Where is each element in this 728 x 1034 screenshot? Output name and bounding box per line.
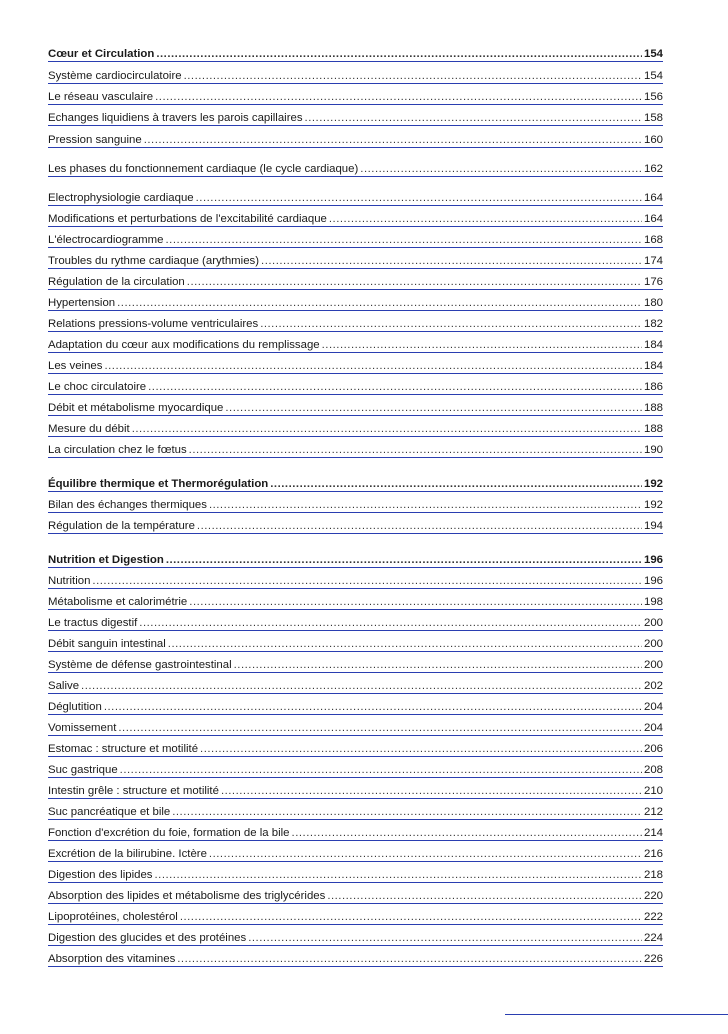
toc-page-number: 190 bbox=[643, 444, 663, 456]
toc-entry[interactable] bbox=[48, 420, 663, 437]
toc-entry-title: Déglutition bbox=[48, 701, 102, 713]
toc-dot-leader bbox=[184, 69, 642, 83]
toc-page-number: 196 bbox=[643, 554, 663, 566]
toc-page-number: 216 bbox=[643, 848, 663, 860]
toc-entry-title: Echanges liquidiens à travers les parois capillaires bbox=[48, 112, 303, 124]
toc-entry[interactable] bbox=[48, 950, 663, 967]
toc-entry-title: Vomissement bbox=[48, 722, 117, 734]
toc-page-number: 226 bbox=[643, 953, 663, 965]
toc-entry[interactable] bbox=[48, 231, 663, 248]
toc-entry[interactable] bbox=[48, 67, 663, 84]
toc-page-number: 192 bbox=[643, 499, 663, 511]
toc-dot-leader bbox=[144, 133, 642, 147]
toc-entry[interactable] bbox=[48, 252, 663, 269]
toc-entry-title: Suc pancréatique et bile bbox=[48, 806, 171, 818]
toc-page-number: 184 bbox=[643, 339, 663, 351]
toc-entry[interactable] bbox=[48, 614, 663, 631]
toc-dot-leader bbox=[148, 380, 642, 394]
toc-page-number: 160 bbox=[643, 134, 663, 146]
toc-page-number: 154 bbox=[643, 48, 663, 60]
toc-entry-title: Les veines bbox=[48, 360, 103, 372]
toc-dot-leader bbox=[180, 910, 642, 924]
toc-entry-title: Absorption des vitamines bbox=[48, 953, 176, 965]
toc-dot-leader bbox=[261, 254, 642, 268]
toc-page-number: 156 bbox=[643, 91, 663, 103]
toc-page-number: 184 bbox=[643, 360, 663, 372]
toc-entry-title: Le tractus digestif bbox=[48, 617, 138, 629]
toc-dot-leader bbox=[132, 422, 642, 436]
toc-entry[interactable] bbox=[48, 131, 663, 148]
toc-dot-leader bbox=[189, 443, 642, 457]
toc-page-number: 174 bbox=[643, 255, 663, 267]
toc-dot-leader bbox=[209, 847, 642, 861]
toc-entry-title: Modifications et perturbations de l'excitabilité cardiaque bbox=[48, 213, 327, 225]
toc-page-number: 220 bbox=[643, 890, 663, 902]
toc-page-number: 200 bbox=[643, 638, 663, 650]
toc-page-number: 204 bbox=[643, 701, 663, 713]
toc-entry-title: Intestin grêle : structure et motilité bbox=[48, 785, 219, 797]
toc-dot-leader bbox=[118, 721, 642, 735]
toc-dot-leader bbox=[104, 700, 642, 714]
toc-entry-title: Débit sanguin intestinal bbox=[48, 638, 166, 650]
toc-entry-title: Système cardiocirculatoire bbox=[48, 70, 182, 82]
toc-dot-leader bbox=[270, 477, 642, 491]
toc-entry[interactable] bbox=[48, 294, 663, 311]
toc-entry[interactable] bbox=[48, 210, 663, 227]
toc-entry[interactable] bbox=[48, 719, 663, 736]
toc-dot-leader bbox=[104, 359, 642, 373]
toc-page-number: 196 bbox=[643, 575, 663, 587]
toc-entry-title: Troubles du rythme cardiaque (arythmies) bbox=[48, 255, 260, 267]
toc-entry[interactable] bbox=[48, 782, 663, 799]
toc-section-entry[interactable] bbox=[48, 45, 663, 62]
toc-entry[interactable] bbox=[48, 357, 663, 374]
toc-dot-leader bbox=[225, 401, 642, 415]
toc-entry[interactable] bbox=[48, 698, 663, 715]
toc-dot-leader bbox=[166, 553, 642, 567]
toc-dot-leader bbox=[189, 595, 642, 609]
toc-entry[interactable] bbox=[48, 803, 663, 820]
toc-entry[interactable] bbox=[48, 824, 663, 841]
toc-entry-title: Le réseau vasculaire bbox=[48, 91, 154, 103]
toc-page-number: 224 bbox=[643, 932, 663, 944]
toc-page-number: 176 bbox=[643, 276, 663, 288]
toc-entry[interactable] bbox=[48, 887, 663, 904]
toc-page-number: 214 bbox=[643, 827, 663, 839]
toc-entry-title: Les phases du fonctionnement cardiaque (le cycle cardiaque) bbox=[48, 163, 359, 175]
toc-entry-title: Lipoprotéines, cholestérol bbox=[48, 911, 178, 923]
toc-entry-title: Cœur et Circulation bbox=[48, 48, 155, 60]
toc-page-number: 158 bbox=[643, 112, 663, 124]
toc-page-number: 204 bbox=[643, 722, 663, 734]
toc-entry[interactable] bbox=[48, 88, 663, 105]
toc-entry-title: Débit et métabolisme myocardique bbox=[48, 402, 224, 414]
toc-dot-leader bbox=[154, 868, 642, 882]
toc-dot-leader bbox=[117, 296, 642, 310]
toc-entry-title: L'électrocardiogramme bbox=[48, 234, 164, 246]
toc-entry-title: Régulation de la circulation bbox=[48, 276, 185, 288]
toc-entry-title: Estomac : structure et motilité bbox=[48, 743, 199, 755]
toc-page-number: 188 bbox=[643, 402, 663, 414]
toc-page-number: 192 bbox=[643, 478, 663, 490]
toc-page-number: 212 bbox=[643, 806, 663, 818]
toc-page-number: 164 bbox=[643, 213, 663, 225]
toc-dot-leader bbox=[196, 191, 642, 205]
toc-page-number: 154 bbox=[643, 70, 663, 82]
toc-entry-title: Métabolisme et calorimétrie bbox=[48, 596, 188, 608]
toc-dot-leader bbox=[322, 338, 642, 352]
toc-page-number: 164 bbox=[643, 192, 663, 204]
toc-entry[interactable] bbox=[48, 845, 663, 862]
toc-entry-title: Digestion des lipides bbox=[48, 869, 153, 881]
toc-entry[interactable] bbox=[48, 517, 663, 534]
toc-entry[interactable] bbox=[48, 273, 663, 290]
toc-entry-title: Excrétion de la bilirubine. Ictère bbox=[48, 848, 207, 860]
toc-dot-leader bbox=[177, 952, 642, 966]
toc-entry-title: Electrophysiologie cardiaque bbox=[48, 192, 194, 204]
toc-page-number: 222 bbox=[643, 911, 663, 923]
toc-entry[interactable] bbox=[48, 441, 663, 458]
toc-dot-leader bbox=[166, 233, 642, 247]
toc-dot-leader bbox=[92, 574, 642, 588]
toc-dot-leader bbox=[260, 317, 642, 331]
toc-dot-leader bbox=[200, 742, 642, 756]
toc-section-entry[interactable] bbox=[48, 475, 663, 492]
toc-dot-leader bbox=[168, 637, 642, 651]
toc-entry-title: Digestion des glucides et des protéines bbox=[48, 932, 247, 944]
toc-entry[interactable] bbox=[48, 496, 663, 513]
toc-dot-leader bbox=[197, 519, 642, 533]
toc-page-number: 202 bbox=[643, 680, 663, 692]
toc-entry-title: Le choc circulatoire bbox=[48, 381, 147, 393]
toc-entry[interactable] bbox=[48, 677, 663, 694]
toc-entry[interactable] bbox=[48, 315, 663, 332]
toc-entry[interactable] bbox=[48, 160, 663, 177]
toc-dot-leader bbox=[305, 111, 642, 125]
toc-entry-title: Bilan des échanges thermiques bbox=[48, 499, 207, 511]
toc-entry-title: Équilibre thermique et Thermorégulation bbox=[48, 478, 269, 490]
toc-page-number: 206 bbox=[643, 743, 663, 755]
toc-dot-leader bbox=[81, 679, 642, 693]
toc-entry-title: Salive bbox=[48, 680, 80, 692]
toc-entry[interactable] bbox=[48, 189, 663, 206]
toc-entry-title: Nutrition et Digestion bbox=[48, 554, 164, 566]
toc-entry-title: Fonction d'excrétion du foie, formation de la bile bbox=[48, 827, 290, 839]
toc-dot-leader bbox=[221, 784, 642, 798]
toc-page-number: 200 bbox=[643, 659, 663, 671]
toc-entry-title: Hypertension bbox=[48, 297, 116, 309]
toc-entry-title: Mesure du débit bbox=[48, 423, 130, 435]
toc-page-number: 198 bbox=[643, 596, 663, 608]
toc-page-number: 182 bbox=[643, 318, 663, 330]
toc-page-number: 168 bbox=[643, 234, 663, 246]
toc-entry-title: Système de défense gastrointestinal bbox=[48, 659, 232, 671]
toc-entry[interactable] bbox=[48, 908, 663, 925]
toc-page-number: 208 bbox=[643, 764, 663, 776]
toc-entry[interactable] bbox=[48, 336, 663, 353]
toc-entry[interactable] bbox=[48, 109, 663, 126]
toc-entry[interactable] bbox=[48, 929, 663, 946]
toc-entry[interactable] bbox=[48, 593, 663, 610]
toc-page-number: 194 bbox=[643, 520, 663, 532]
toc-page-number: 162 bbox=[643, 163, 663, 175]
toc-entry-title: Nutrition bbox=[48, 575, 91, 587]
toc-dot-leader bbox=[209, 498, 642, 512]
toc-entry-title: La circulation chez le fœtus bbox=[48, 444, 187, 456]
toc-dot-leader bbox=[172, 805, 642, 819]
toc-section-entry[interactable] bbox=[48, 551, 663, 568]
toc-dot-leader bbox=[360, 162, 642, 176]
toc-entry[interactable] bbox=[48, 378, 663, 395]
toc-dot-leader bbox=[234, 658, 642, 672]
toc-entry[interactable] bbox=[48, 399, 663, 416]
toc-page-number: 200 bbox=[643, 617, 663, 629]
toc-page-number: 188 bbox=[643, 423, 663, 435]
toc-entry-title: Pression sanguine bbox=[48, 134, 142, 146]
toc-entry[interactable] bbox=[48, 572, 663, 589]
toc-dot-leader bbox=[156, 47, 642, 61]
toc-entry-title: Régulation de la température bbox=[48, 520, 195, 532]
toc-entry-title: Absorption des lipides et métabolisme des triglycérides bbox=[48, 890, 326, 902]
toc-page-number: 218 bbox=[643, 869, 663, 881]
toc-entry[interactable] bbox=[48, 761, 663, 778]
toc-page-number: 210 bbox=[643, 785, 663, 797]
toc-page-number: 180 bbox=[643, 297, 663, 309]
toc-entry[interactable] bbox=[48, 635, 663, 652]
toc-entry-title: Adaptation du cœur aux modifications du remplissage bbox=[48, 339, 320, 351]
toc-entry-title: Relations pressions-volume ventriculaires bbox=[48, 318, 259, 330]
toc-dot-leader bbox=[139, 616, 642, 630]
toc-dot-leader bbox=[155, 90, 642, 104]
toc-entry[interactable] bbox=[48, 656, 663, 673]
toc-entry-title: Suc gastrique bbox=[48, 764, 118, 776]
toc-dot-leader bbox=[248, 931, 642, 945]
toc-dot-leader bbox=[327, 889, 642, 903]
toc-dot-leader bbox=[292, 826, 642, 840]
toc-dot-leader bbox=[187, 275, 642, 289]
toc-entry[interactable] bbox=[48, 740, 663, 757]
toc-dot-leader bbox=[329, 212, 642, 226]
toc-page-number: 186 bbox=[643, 381, 663, 393]
toc-dot-leader bbox=[120, 763, 642, 777]
footer-rule bbox=[505, 1014, 728, 1015]
toc-entry[interactable] bbox=[48, 866, 663, 883]
